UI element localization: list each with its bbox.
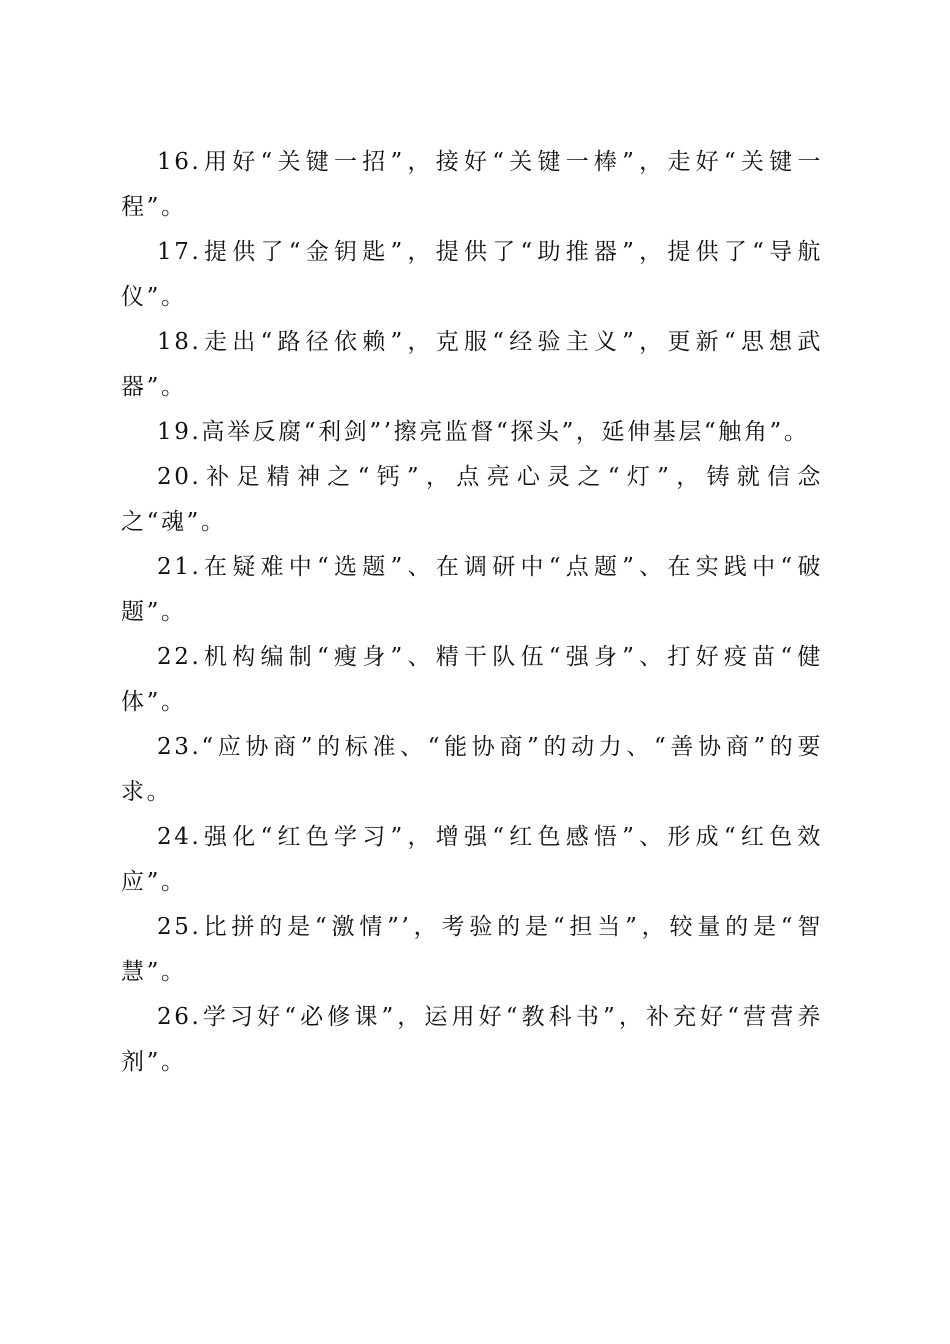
list-item: 26.学习好“必修课”，运用好“教科书”，补充好“营营养剂”。	[121, 1004, 823, 1075]
list-item: 24.强化“红色学习”，增强“红色感悟”、形成“红色效应”。	[121, 824, 823, 895]
list-item: 20.补足精神之“钙”，点亮心灵之“灯”，铸就信念之“魂”。	[121, 464, 823, 535]
list-item: 23.“应协商”的标准、“能协商”的动力、“善协商”的要求。	[121, 734, 823, 805]
list-item: 22.机构编制“瘦身”、精干队伍“强身”、打好疫苗“健体”。	[121, 644, 823, 715]
list-item: 18.走出“路径依赖”，克服“经验主义”，更新“思想武器”。	[121, 329, 823, 400]
document-body	[121, 140, 823, 1085]
list-item: 16.用好“关键一招”，接好“关键一棒”，走好“关键一程”。	[121, 149, 823, 220]
list-item: 17.提供了“金钥匙”，提供了“助推器”，提供了“导航仪”。	[121, 239, 823, 310]
list-item: 19.高举反腐“利剑”’擦亮监督“探头”，延伸基层“触角”。	[157, 419, 810, 445]
list-item: 25.比拼的是“激情”’，考验的是“担当”，较量的是“智慧”。	[121, 914, 823, 985]
list-item: 21.在疑难中“选题”、在调研中“点题”、在实践中“破题”。	[121, 554, 823, 625]
